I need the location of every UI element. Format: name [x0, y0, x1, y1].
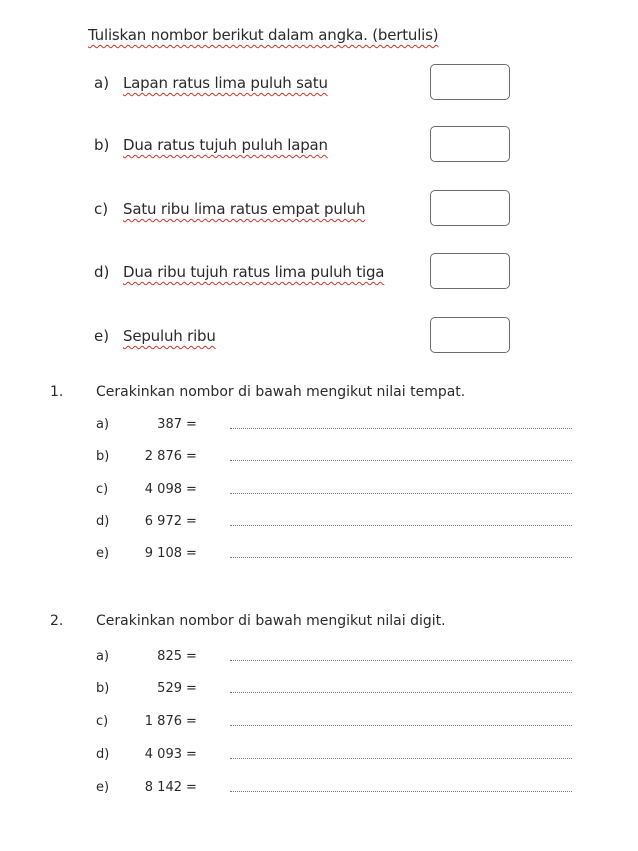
q2-row-c	[0, 711, 638, 735]
answer-line[interactable]	[230, 791, 572, 792]
item-letter: b)	[96, 449, 110, 464]
q2-row-a	[0, 646, 638, 670]
q2-row-d	[0, 744, 638, 768]
equals-sign: =	[186, 649, 197, 664]
equals-sign: =	[186, 514, 197, 529]
item-letter: e)	[96, 546, 110, 561]
q1-row-d	[0, 511, 638, 535]
equals-sign: =	[186, 714, 197, 729]
q2-row-e	[0, 777, 638, 801]
q2-row-b	[0, 678, 638, 702]
write-row-c	[0, 190, 638, 230]
q1-row-e	[0, 543, 638, 567]
item-letter: b)	[96, 681, 110, 696]
q1-row-b	[0, 446, 638, 470]
equals-sign: =	[186, 747, 197, 762]
write-row-e	[0, 317, 638, 357]
equals-sign: =	[186, 546, 197, 561]
question-2-instruction: Cerakinkan nombor di bawah mengikut nilai digit.	[96, 613, 446, 629]
answer-line[interactable]	[230, 758, 572, 759]
section-a-title: Tuliskan nombor berikut dalam angka. (bertulis)	[88, 26, 439, 44]
item-letter: c)	[94, 200, 109, 218]
answer-line[interactable]	[230, 493, 572, 494]
item-letter: a)	[94, 74, 110, 92]
answer-line[interactable]	[230, 725, 572, 726]
item-words: Dua ratus tujuh puluh lapan	[123, 136, 328, 154]
item-letter: d)	[94, 263, 110, 281]
item-letter: a)	[96, 417, 110, 432]
item-number: 6 972	[144, 514, 182, 529]
answer-line[interactable]	[230, 428, 572, 429]
equals-sign: =	[186, 449, 197, 464]
item-letter: a)	[96, 649, 110, 664]
item-number: 529	[157, 681, 182, 696]
write-row-b	[0, 126, 638, 166]
answer-box-c[interactable]	[430, 190, 510, 226]
item-letter: e)	[96, 780, 110, 795]
answer-line[interactable]	[230, 525, 572, 526]
item-words: Dua ribu tujuh ratus lima puluh tiga	[123, 263, 385, 281]
equals-sign: =	[186, 681, 197, 696]
item-words: Sepuluh ribu	[123, 327, 216, 345]
question-1-instruction: Cerakinkan nombor di bawah mengikut nilai tempat.	[96, 384, 466, 400]
q1-row-a	[0, 414, 638, 438]
item-letter: c)	[96, 482, 109, 497]
item-number: 4 098	[144, 482, 182, 497]
answer-line[interactable]	[230, 692, 572, 693]
item-number: 4 093	[144, 747, 182, 762]
item-letter: b)	[94, 136, 110, 154]
answer-box-e[interactable]	[430, 317, 510, 353]
answer-line[interactable]	[230, 460, 572, 461]
answer-box-d[interactable]	[430, 253, 510, 289]
item-letter: d)	[96, 514, 110, 529]
answer-line[interactable]	[230, 660, 572, 661]
write-row-d	[0, 253, 638, 293]
equals-sign: =	[186, 780, 197, 795]
item-number: 2 876	[144, 449, 182, 464]
item-number: 9 108	[144, 546, 182, 561]
answer-box-b[interactable]	[430, 126, 510, 162]
item-words: Satu ribu lima ratus empat puluh	[123, 200, 366, 218]
item-letter: c)	[96, 714, 109, 729]
item-number: 1 876	[144, 714, 182, 729]
item-words: Lapan ratus lima puluh satu	[123, 74, 328, 92]
item-letter: e)	[94, 327, 110, 345]
equals-sign: =	[186, 417, 197, 432]
question-1-number: 1.	[50, 384, 64, 400]
write-row-a	[0, 64, 638, 104]
answer-box-a[interactable]	[430, 64, 510, 100]
item-letter: d)	[96, 747, 110, 762]
question-2-number: 2.	[50, 613, 64, 629]
q1-row-c	[0, 479, 638, 503]
answer-line[interactable]	[230, 557, 572, 558]
equals-sign: =	[186, 482, 197, 497]
item-number: 8 142	[144, 780, 182, 795]
item-number: 387	[157, 417, 182, 432]
item-number: 825	[157, 649, 182, 664]
